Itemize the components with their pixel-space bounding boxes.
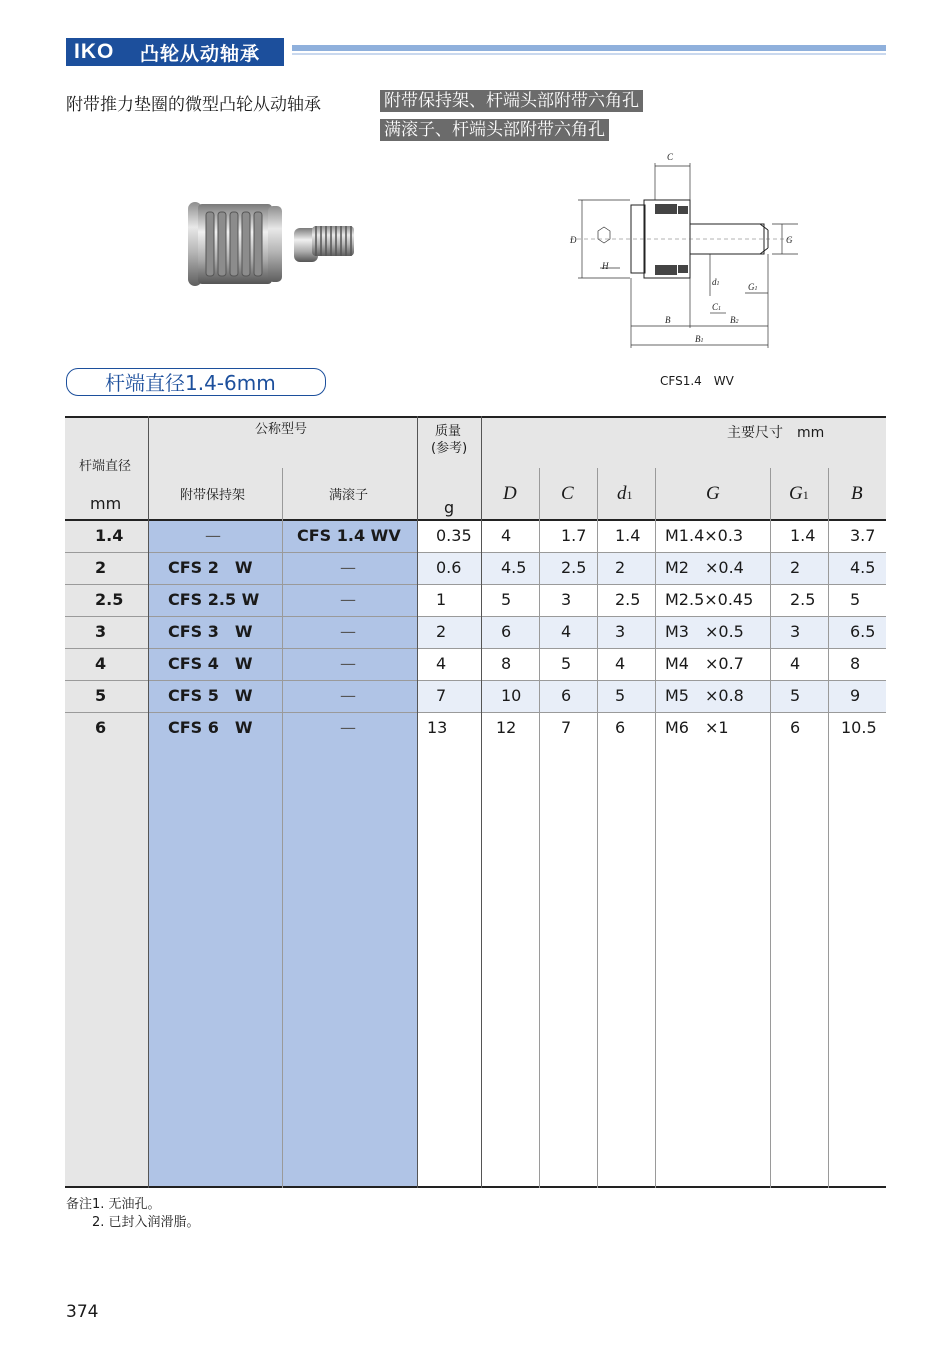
header-D: D xyxy=(503,483,517,504)
product-photo xyxy=(186,196,361,291)
page-category-title: 凸轮从动轴承 xyxy=(140,42,261,65)
drawing-label-G: G xyxy=(786,235,793,245)
header-G1: G1 xyxy=(789,483,809,504)
header-rule-thin xyxy=(292,53,886,55)
table-top-rule xyxy=(65,416,886,418)
header-dims-group: 主要尺寸 mm xyxy=(727,425,825,441)
drawing-label-C: C xyxy=(667,152,674,162)
notes xyxy=(66,1196,200,1232)
drawing-label-d1: d1 xyxy=(712,277,720,287)
range-label: 杆端直径1.4-6mm xyxy=(66,368,326,396)
header-full-complement: 满滚子 xyxy=(329,488,369,503)
header-shaft-unit: mm xyxy=(90,494,122,513)
drawing-label-C1: C1 xyxy=(712,302,722,312)
subtitle-tag-cage: 附带保持架、杆端头部附带六角孔 xyxy=(380,90,643,112)
drawing-label-G1: G1 xyxy=(748,282,758,292)
drawing-label-B2: B2 xyxy=(730,315,739,325)
header-d1: d1 xyxy=(617,483,633,504)
subtitle-tag-full-complement: 满滚子、杆端头部附带六角孔 xyxy=(380,119,609,141)
header-with-cage: 附带保持架 xyxy=(180,488,246,503)
table-bottom-rule xyxy=(65,1186,886,1188)
drawing-label-B: B xyxy=(665,315,671,325)
header-model-group: 公称型号 xyxy=(255,422,308,437)
drawing-label-B1: B1 xyxy=(695,334,704,344)
header-G: G xyxy=(706,483,720,504)
header-C: C xyxy=(561,483,574,504)
drawing-label-D: D xyxy=(570,235,577,245)
subtitle: 附带推力垫圈的微型凸轮从动轴承 xyxy=(66,95,321,115)
note-2: 2. 已封入润滑脂。 xyxy=(92,1215,200,1230)
header-shaft-dia: 杆端直径 xyxy=(79,459,132,474)
spec-table: 杆端直径 mm 公称型号 附带保持架 满滚子 质量 (参考) g 主要尺寸 mm D C d1 G G1 B 1.4 — CFS 1.4 WV 0.35 4 1.7 1.4 M1.4×0.3 1.4 3.7 2 CFS 2 W — 0.6 4.5 2.5 2 M2 ×0.4 2 4.5 2.5 CFS 2.5 W — 1 5 3 2.5 M2.5×0.45 2.5 5 3 CFS 3 W — 2 6 4 3 M3 ×0.5 3 6.5 4 CFS 4 W — 4 8 5 4 M4 ×0.7 4 8 5 CFS 5 W — 7 10 6 5 M5 ×0.8 5 9 6 CFS 6 W — 13 12 7 6 M6 ×1 6 10.5 xyxy=(65,416,886,1188)
header-mass-ref: (参考) xyxy=(431,441,468,456)
table-header-rule xyxy=(65,519,886,521)
note-1: 备注1. 无油孔。 xyxy=(66,1197,161,1212)
drawing-caption: CFS1.4 WV xyxy=(660,374,734,388)
header-B: B xyxy=(851,483,863,504)
page-number: 374 xyxy=(66,1302,99,1322)
header-mass-unit: g xyxy=(444,498,455,517)
brand-logo: IKO xyxy=(74,40,115,63)
header-mass: 质量 xyxy=(435,424,462,439)
dimension-drawing xyxy=(560,148,800,353)
header-banner xyxy=(66,38,284,66)
drawing-label-H: H xyxy=(602,261,609,271)
header-rule xyxy=(292,45,886,51)
shaft-column-bg xyxy=(65,520,148,1188)
